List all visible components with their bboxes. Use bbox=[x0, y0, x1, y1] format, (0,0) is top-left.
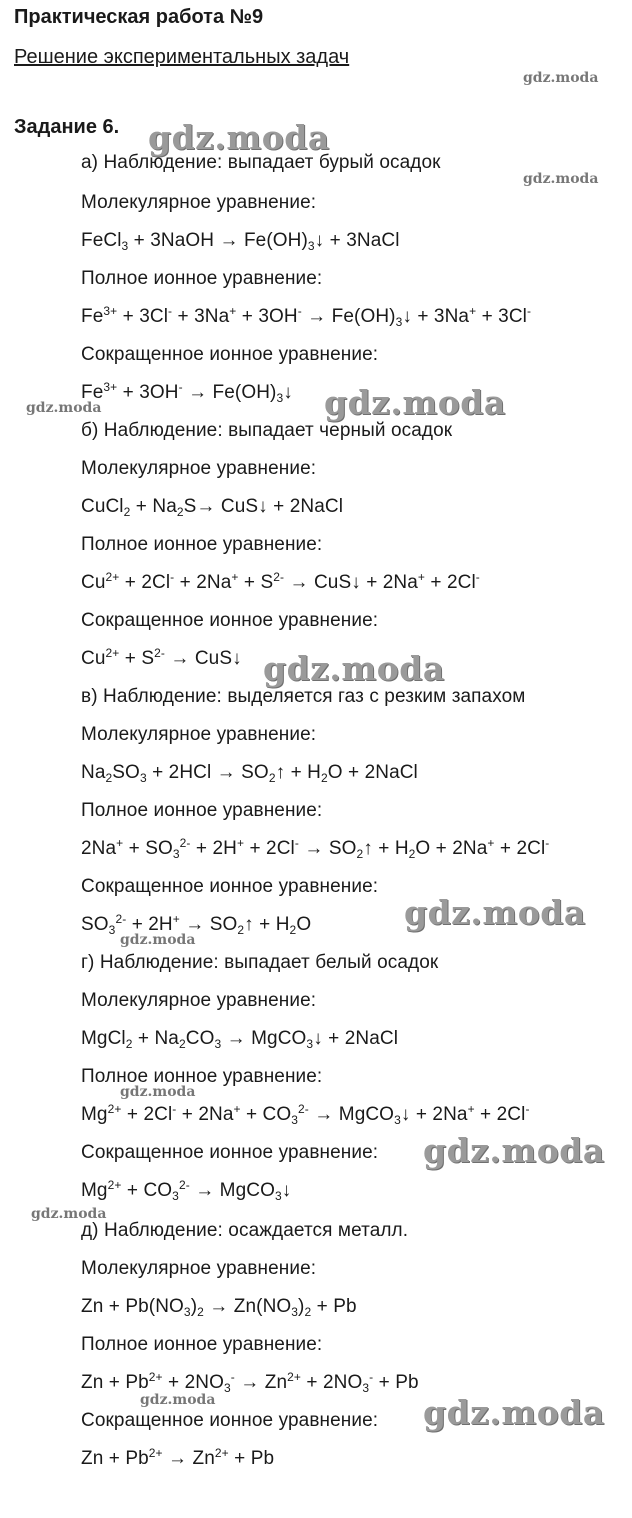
text-part: ↓ + 2NaCl bbox=[313, 1028, 399, 1049]
text-part: Молекулярное уравнение: bbox=[81, 990, 317, 1011]
text-part: MgCl bbox=[81, 1028, 126, 1049]
text-part: O + 2NaCl bbox=[327, 762, 418, 783]
text-part: → SO bbox=[298, 838, 357, 859]
text-line bbox=[81, 1180, 291, 1202]
watermark: gdz.moda bbox=[324, 383, 506, 422]
superscript: - bbox=[525, 1102, 530, 1116]
text-part: Fe bbox=[81, 382, 104, 403]
text-line bbox=[81, 1066, 322, 1088]
subscript: 3 bbox=[108, 923, 116, 937]
superscript: + bbox=[172, 912, 180, 926]
watermark: gdz.moda bbox=[263, 649, 445, 688]
superscript: - bbox=[369, 1370, 374, 1384]
subscript: 3 bbox=[362, 1381, 370, 1395]
text-part: → Zn bbox=[234, 1372, 288, 1393]
text-part: + 2Cl bbox=[121, 1104, 173, 1125]
superscript: - bbox=[178, 380, 183, 394]
superscript: 2+ bbox=[148, 1370, 163, 1384]
subscript: 3 bbox=[394, 1113, 401, 1127]
watermark: gdz.moda bbox=[423, 1393, 605, 1432]
superscript: - bbox=[230, 1370, 235, 1384]
watermark: gdz.moda bbox=[26, 400, 102, 416]
text-part: + 3Cl bbox=[117, 306, 169, 327]
text-part: → CuS↓ + 2Na bbox=[284, 572, 418, 593]
text-line bbox=[81, 686, 525, 708]
text-part: SO bbox=[81, 914, 109, 935]
superscript: 2+ bbox=[287, 1370, 302, 1384]
text-line bbox=[81, 800, 322, 822]
text-part: ↑ + H bbox=[275, 762, 321, 783]
text-part: Полное ионное уравнение: bbox=[81, 1066, 323, 1087]
text-part: + S bbox=[119, 648, 155, 669]
text-part: Na bbox=[81, 762, 106, 783]
superscript: + bbox=[487, 836, 495, 850]
text-part: → SO bbox=[179, 914, 238, 935]
text-line bbox=[81, 724, 316, 746]
text-part: O + 2Na bbox=[415, 838, 488, 859]
text-line bbox=[81, 1448, 274, 1470]
text-part: Полное ионное уравнение: bbox=[81, 268, 323, 289]
superscript: + bbox=[469, 304, 477, 318]
text-part: CuCl bbox=[81, 496, 124, 517]
page-title: Практическая работа №9 bbox=[14, 6, 264, 28]
text-part: ) bbox=[298, 1296, 305, 1317]
superscript: - bbox=[168, 304, 173, 318]
text-part: CO bbox=[185, 1028, 215, 1049]
text-part: ↓ + 3NaCl bbox=[314, 230, 400, 251]
text-part: FeCl bbox=[81, 230, 122, 251]
text-part: ↑ + H bbox=[363, 838, 409, 859]
watermark: gdz.moda bbox=[120, 1084, 196, 1100]
text-part: + 3NaOH → Fe(OH) bbox=[128, 230, 308, 251]
text-line bbox=[81, 1220, 408, 1242]
text-part: г) Наблюдение: выпадает белый осадок bbox=[81, 952, 439, 973]
subscript: 2 bbox=[105, 771, 113, 785]
text-part: + 2H bbox=[126, 914, 173, 935]
text-part: Cu bbox=[81, 648, 106, 669]
text-line bbox=[81, 610, 378, 632]
subscript: 3 bbox=[307, 239, 315, 253]
subscript: 3 bbox=[395, 315, 403, 329]
text-part: Mg bbox=[81, 1104, 108, 1125]
text-part: → MgCO bbox=[221, 1028, 307, 1049]
task-heading: Задание 6. bbox=[14, 116, 120, 138]
text-part: + 3OH bbox=[117, 382, 179, 403]
text-line bbox=[81, 572, 480, 594]
superscript: - bbox=[526, 304, 532, 318]
watermark: gdz.moda bbox=[523, 171, 599, 187]
superscript: 3+ bbox=[103, 304, 118, 318]
text-line bbox=[81, 648, 242, 670]
superscript: + bbox=[467, 1102, 475, 1116]
text-part: → Fe(OH) bbox=[301, 306, 396, 327]
superscript: - bbox=[545, 836, 550, 850]
watermark: gdz.moda bbox=[148, 118, 330, 157]
text-line bbox=[81, 496, 343, 518]
text-part: Сокращенное ионное уравнение: bbox=[81, 1142, 379, 1163]
text-line bbox=[81, 382, 293, 404]
text-part: → Zn(NO bbox=[203, 1296, 292, 1317]
subscript: 3 bbox=[276, 391, 284, 405]
superscript: + bbox=[233, 1102, 241, 1116]
subscript: 3 bbox=[224, 1381, 231, 1395]
subscript: 2 bbox=[289, 923, 297, 937]
text-part: Mg bbox=[81, 1180, 108, 1201]
superscript: 2- bbox=[298, 1102, 309, 1116]
superscript: 3+ bbox=[103, 380, 118, 394]
text-part: ↓ + 2Na bbox=[400, 1104, 468, 1125]
text-part: ) bbox=[190, 1296, 198, 1317]
text-part: Zn + Pb bbox=[81, 1372, 149, 1393]
text-line bbox=[81, 458, 316, 480]
superscript: 2+ bbox=[105, 570, 120, 584]
text-part: S→ CuS↓ + 2NaCl bbox=[183, 496, 344, 517]
text-part: + Na bbox=[132, 1028, 179, 1049]
superscript: 2- bbox=[178, 1178, 190, 1192]
text-part: Сокращенное ионное уравнение: bbox=[81, 1410, 379, 1431]
subscript: 2 bbox=[268, 771, 276, 785]
text-part: Молекулярное уравнение: bbox=[81, 724, 317, 745]
superscript: - bbox=[170, 570, 175, 584]
subscript: 2 bbox=[176, 505, 184, 519]
subscript: 3 bbox=[291, 1113, 299, 1127]
text-line bbox=[81, 990, 316, 1012]
text-line bbox=[81, 952, 438, 974]
superscript: + bbox=[229, 304, 237, 318]
superscript: + bbox=[231, 570, 239, 584]
text-line bbox=[81, 1104, 530, 1126]
superscript: 2+ bbox=[107, 1102, 122, 1116]
text-part: + 2Cl bbox=[474, 1104, 526, 1125]
text-line bbox=[81, 762, 418, 784]
subscript: 2 bbox=[408, 847, 416, 861]
watermark: gdz.moda bbox=[423, 1131, 605, 1170]
text-part: + 3OH bbox=[236, 306, 298, 327]
text-part: Полное ионное уравнение: bbox=[81, 534, 323, 555]
text-part: Zn + Pb bbox=[81, 1448, 149, 1469]
text-part: + 3Na bbox=[172, 306, 230, 327]
subscript: 2 bbox=[197, 1305, 204, 1319]
text-part: + 2Na bbox=[176, 1104, 234, 1125]
text-part: в) Наблюдение: выделяется газ с резким запахом bbox=[81, 686, 526, 707]
text-line bbox=[81, 1334, 322, 1356]
subscript: 2 bbox=[237, 923, 245, 937]
text-part: + Na bbox=[130, 496, 177, 517]
text-part: Сокращенное ионное уравнение: bbox=[81, 610, 379, 631]
superscript: 2+ bbox=[107, 1178, 122, 1192]
superscript: 2+ bbox=[214, 1446, 229, 1460]
superscript: 2- bbox=[154, 646, 165, 660]
superscript: 2- bbox=[115, 912, 127, 926]
text-part: + 2NO bbox=[301, 1372, 363, 1393]
text-part: + Pb bbox=[311, 1296, 357, 1317]
superscript: - bbox=[294, 836, 299, 850]
subscript: 3 bbox=[183, 1305, 191, 1319]
subscript: 3 bbox=[121, 239, 129, 253]
superscript: + bbox=[236, 836, 245, 850]
text-line bbox=[81, 534, 322, 556]
subscript: 3 bbox=[291, 1305, 299, 1319]
text-part: + 2Cl bbox=[119, 572, 171, 593]
superscript: 2+ bbox=[148, 1446, 163, 1460]
text-line bbox=[81, 1028, 398, 1050]
text-part: SO bbox=[112, 762, 140, 783]
subscript: 2 bbox=[125, 1037, 133, 1051]
text-part: а) Наблюдение: выпадает бурый осадок bbox=[81, 152, 441, 173]
text-part: + 3Cl bbox=[476, 306, 527, 327]
page-subtitle: Решение экспериментальных задач bbox=[14, 46, 350, 68]
text-line bbox=[81, 1296, 357, 1318]
superscript: + bbox=[116, 836, 124, 850]
subscript: 3 bbox=[214, 1037, 222, 1051]
text-part: + 2Cl bbox=[425, 572, 476, 593]
text-part: + SO bbox=[123, 838, 173, 859]
text-part: + 2NO bbox=[162, 1372, 224, 1393]
text-part: ↓ bbox=[283, 382, 293, 403]
subscript: 2 bbox=[304, 1305, 312, 1319]
watermark: gdz.moda bbox=[120, 932, 196, 948]
text-line bbox=[81, 1142, 378, 1164]
text-part: → MgCO bbox=[189, 1180, 275, 1201]
text-line bbox=[81, 1372, 419, 1394]
watermark: gdz.moda bbox=[31, 1206, 107, 1222]
text-part: → Fe(OH) bbox=[182, 382, 277, 403]
text-part: Cu bbox=[81, 572, 106, 593]
text-part: + CO bbox=[121, 1180, 173, 1201]
text-part: Молекулярное уравнение: bbox=[81, 192, 317, 213]
superscript: 2- bbox=[179, 836, 191, 850]
text-part: + 2Na bbox=[174, 572, 232, 593]
text-part: Полное ионное уравнение: bbox=[81, 800, 323, 821]
text-line bbox=[81, 344, 378, 366]
text-part: + 2Cl bbox=[494, 838, 546, 859]
superscript: - bbox=[297, 304, 302, 318]
text-part: Сокращенное ионное уравнение: bbox=[81, 344, 379, 365]
text-part: O bbox=[296, 914, 312, 935]
watermark: gdz.moda bbox=[523, 70, 599, 86]
subscript: 3 bbox=[139, 771, 147, 785]
subscript: 2 bbox=[178, 1037, 186, 1051]
watermark: gdz.moda bbox=[140, 1392, 216, 1408]
text-part: Zn + Pb(NO bbox=[81, 1296, 184, 1317]
text-part: ↑ + H bbox=[244, 914, 290, 935]
text-part: + 2HCl → SO bbox=[146, 762, 269, 783]
subscript: 3 bbox=[172, 1189, 179, 1203]
text-part: ↓ + 3Na bbox=[402, 306, 470, 327]
text-part: ↓ bbox=[281, 1180, 292, 1201]
watermark: gdz.moda bbox=[404, 893, 586, 932]
subscript: 2 bbox=[123, 505, 131, 519]
text-line bbox=[81, 1410, 378, 1432]
text-part: д) Наблюдение: осаждается металл. bbox=[81, 1220, 409, 1241]
text-line bbox=[81, 838, 549, 860]
superscript: 2- bbox=[273, 570, 285, 584]
text-part: Молекулярное уравнение: bbox=[81, 458, 317, 479]
text-line bbox=[81, 876, 378, 898]
text-part: б) Наблюдение: выпадает черный осадок bbox=[81, 420, 453, 441]
text-line bbox=[81, 306, 531, 328]
text-line bbox=[81, 268, 322, 290]
text-part: 2Na bbox=[81, 838, 117, 859]
text-part: → Zn bbox=[162, 1448, 215, 1469]
text-part: + 2Cl bbox=[244, 838, 295, 859]
text-part: Сокращенное ионное уравнение: bbox=[81, 876, 379, 897]
text-part: + Pb bbox=[373, 1372, 419, 1393]
superscript: + bbox=[417, 570, 426, 584]
text-line bbox=[81, 914, 311, 936]
text-part: + 2H bbox=[190, 838, 237, 859]
text-line bbox=[81, 192, 316, 214]
text-line bbox=[81, 1258, 316, 1280]
subscript: 3 bbox=[306, 1037, 314, 1051]
superscript: - bbox=[172, 1102, 177, 1116]
subscript: 3 bbox=[274, 1189, 282, 1203]
superscript: 2+ bbox=[105, 646, 120, 660]
subscript: 2 bbox=[320, 771, 328, 785]
text-part: + Pb bbox=[228, 1448, 275, 1469]
text-part: + S bbox=[238, 572, 274, 593]
text-part: Молекулярное уравнение: bbox=[81, 1258, 317, 1279]
text-line bbox=[81, 420, 452, 442]
subscript: 3 bbox=[172, 847, 180, 861]
text-part: Полное ионное уравнение: bbox=[81, 1334, 323, 1355]
text-part: Fe bbox=[81, 306, 104, 327]
subscript: 2 bbox=[356, 847, 364, 861]
text-part: → MgCO bbox=[308, 1104, 395, 1125]
text-part: → CuS↓ bbox=[165, 648, 242, 669]
superscript: - bbox=[475, 570, 480, 584]
text-part: + CO bbox=[240, 1104, 292, 1125]
text-line bbox=[81, 230, 400, 252]
